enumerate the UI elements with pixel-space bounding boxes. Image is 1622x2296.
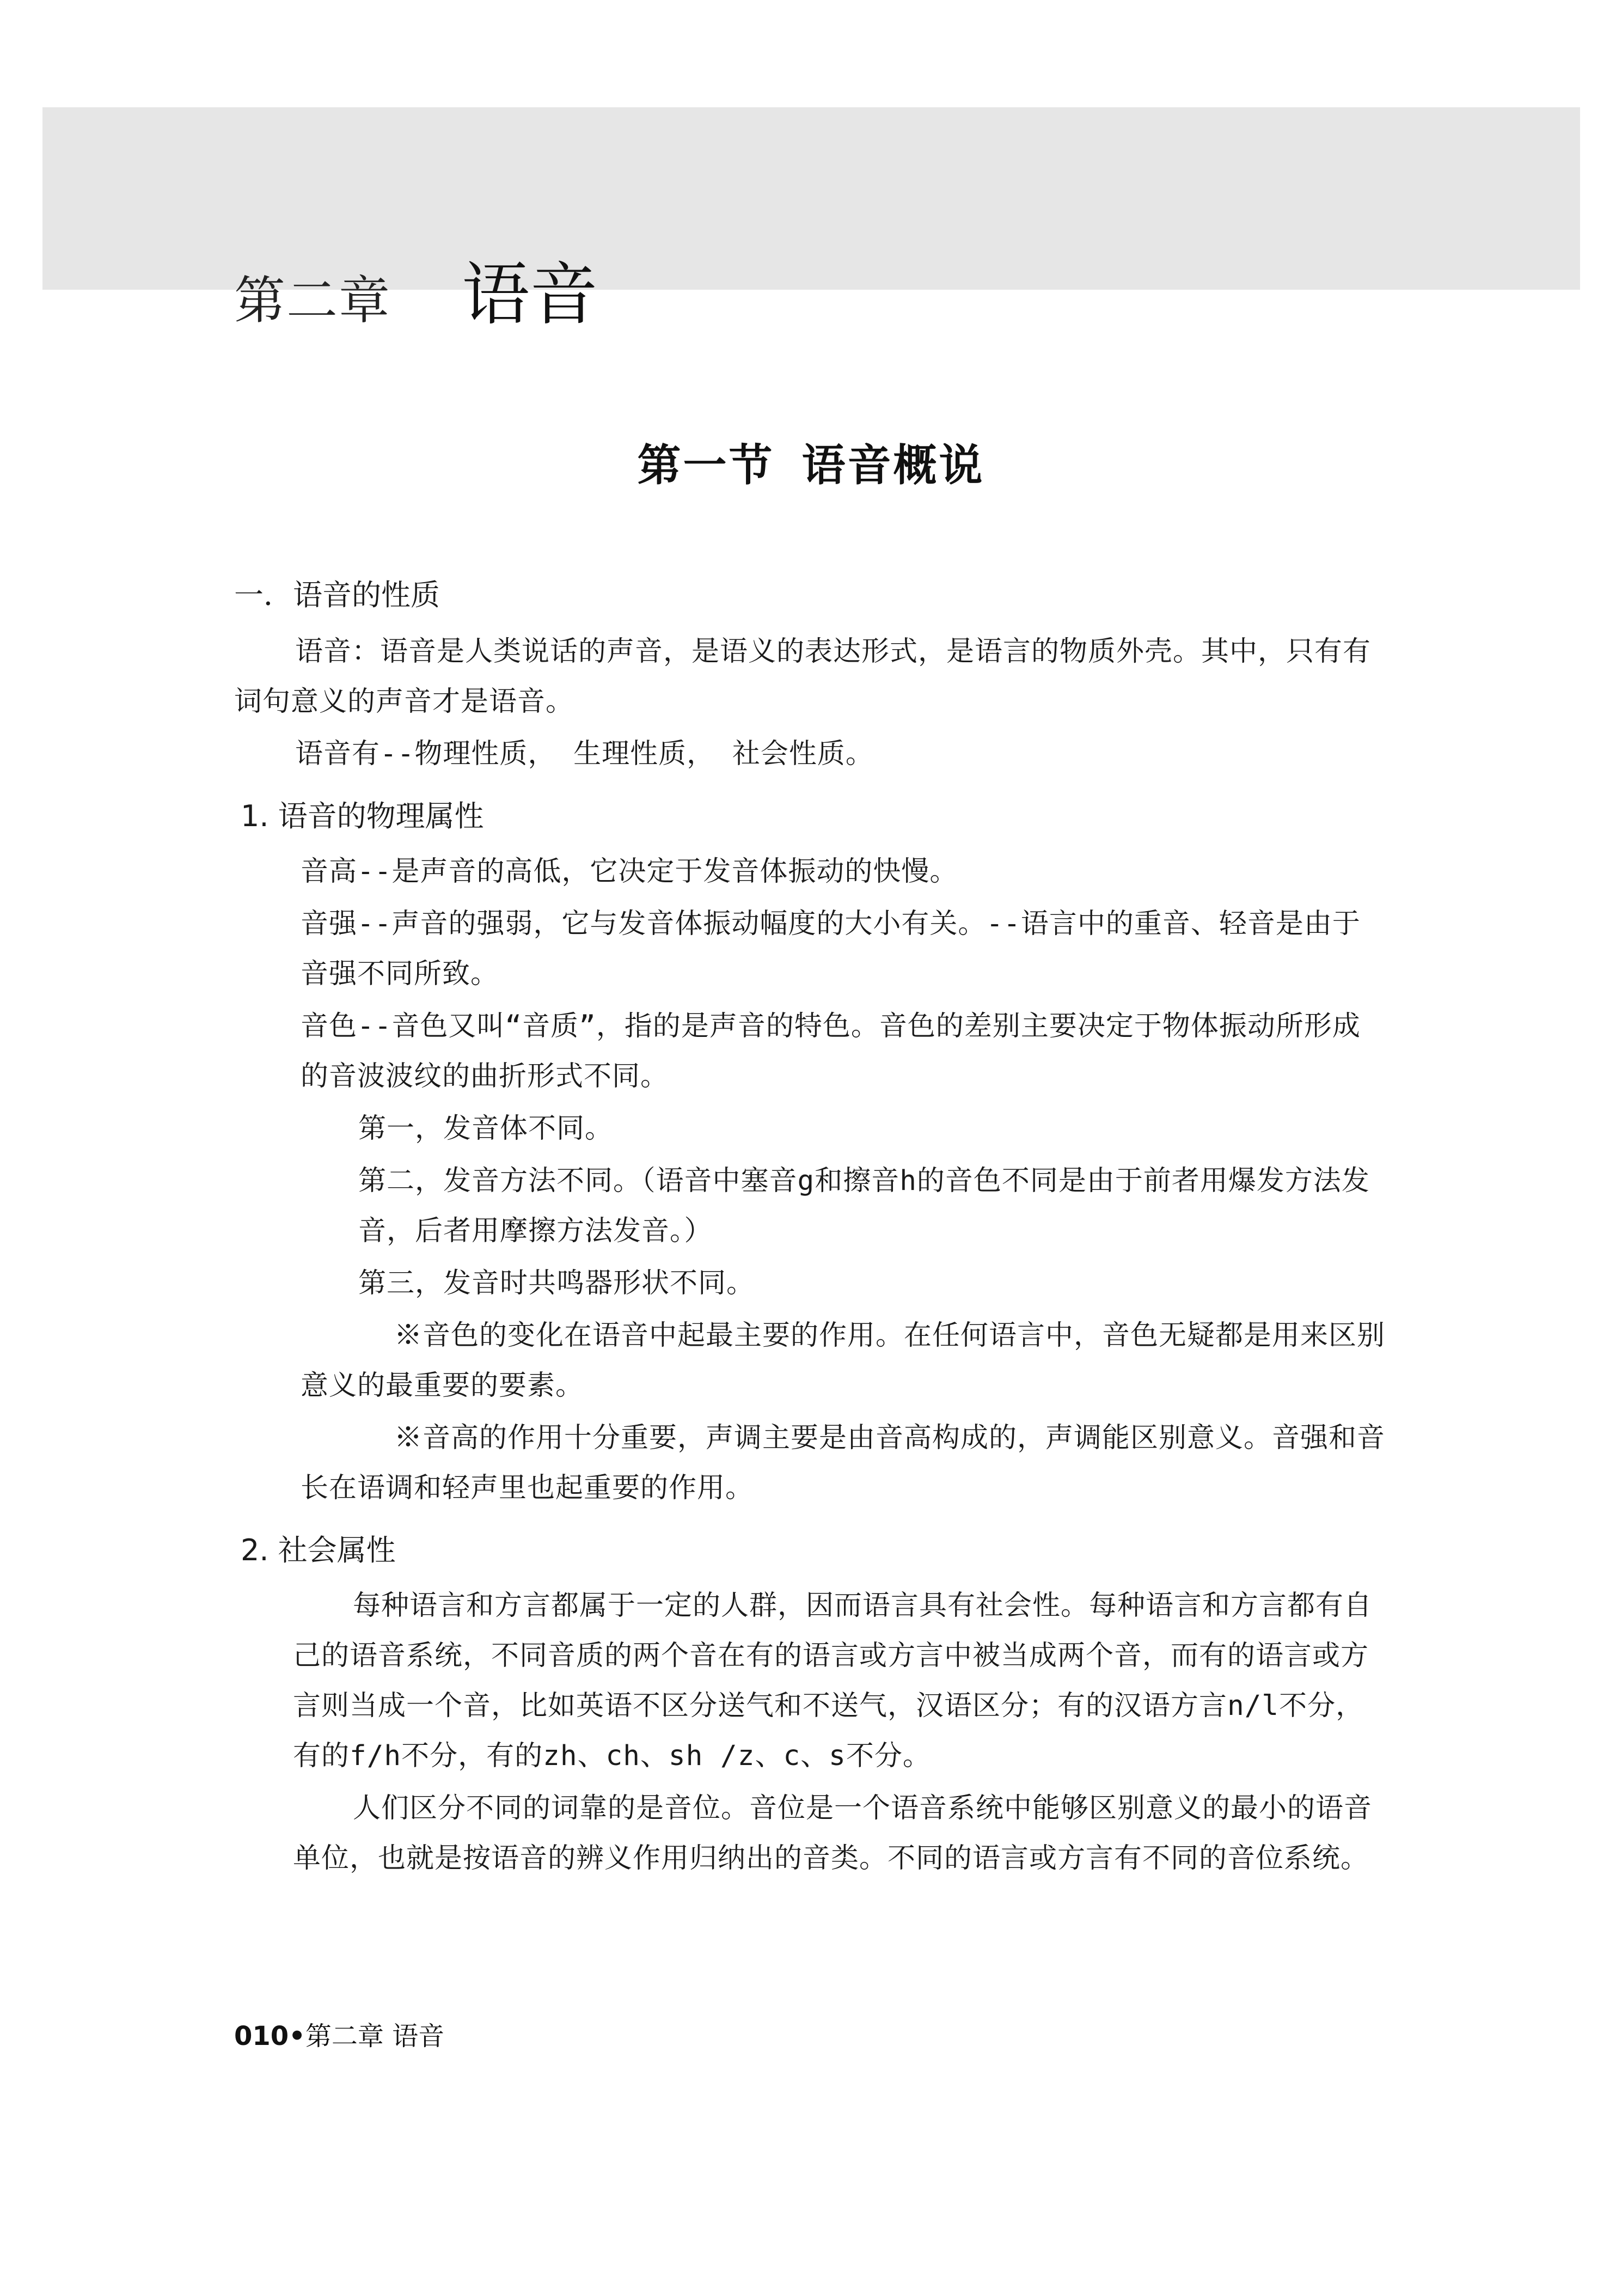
timbre-point-second: 第二，发音方法不同。（语音中塞音g和擦音h的音色不同是由于前者用爆发方法发音，后者用摩擦方法发音。） bbox=[358, 1165, 1370, 1247]
intro-paragraph: 语音：语音是人类说话的声音，是语义的表达形式，是语言的物质外壳。其中，只有有词句意义的声音才是语音。 bbox=[234, 636, 1372, 718]
chapter-title bbox=[234, 240, 598, 338]
timbre-point-first: 第一，发音体不同。 bbox=[358, 1113, 614, 1145]
main-content bbox=[234, 575, 1388, 1886]
heading-physical-properties: 1. 语音的物理属性 bbox=[241, 799, 484, 833]
note-pitch: ※音高的作用十分重要，声调主要是由音高构成的，声调能区别意义。音强和音长在语调和轻声里也起重要的作用。 bbox=[301, 1422, 1386, 1504]
timbre-paragraph: 音色--音色又叫“音质”，指的是声音的特色。音色的差别主要决定于物体振动所形成的音波波纹的曲折形式不同。 bbox=[301, 1010, 1361, 1092]
footer-bullet: • bbox=[289, 2021, 305, 2051]
note-timbre: ※音色的变化在语音中起最主要的作用。在任何语言中，音色无疑都是用来区别意义的最重要的要素。 bbox=[301, 1320, 1386, 1402]
intro-properties: 语音有--物理性质， 生理性质， 社会性质。 bbox=[295, 738, 874, 770]
intensity-paragraph: 音强--声音的强弱，它与发音体振动幅度的大小有关。--语言中的重音、轻音是由于音强不同所致。 bbox=[301, 908, 1361, 990]
footer-chapter-label: 第二章 语音 bbox=[305, 2021, 445, 2051]
heading-nature-of-speech: 一．语音的性质 bbox=[234, 578, 440, 612]
pitch-paragraph: 音高--是声音的高低，它决定于发音体振动的快慢。 bbox=[301, 856, 958, 888]
social-paragraph-1: 每种语言和方言都属于一定的人群，因而语言具有社会性。每种语言和方言都有自己的语音系统，不同音质的两个音在有的语言或方言中被当成两个音，而有的语言或方言则当成一个音，比如英语不区分送气和不送气，汉语区分；有的汉语方言n/l不分，有的f/h不分，有的zh、ch、sh /z、c、s不分。 bbox=[293, 1590, 1373, 1772]
section-name: 语音概说 bbox=[801, 440, 985, 491]
social-paragraph-2: 人们区分不同的词靠的是音位。音位是一个语音系统中能够区别意义的最小的语音单位，也就是按语音的辨义作用归纳出的音类。不同的语言或方言有不同的音位系统。 bbox=[293, 1792, 1373, 1874]
timbre-point-third: 第三，发音时共鸣器形状不同。 bbox=[358, 1267, 755, 1299]
section-number: 第一节 bbox=[637, 440, 775, 491]
page-number: 010 bbox=[234, 2021, 289, 2051]
page-footer bbox=[234, 2015, 444, 2053]
section-title bbox=[0, 430, 1622, 493]
chapter-number: 第二章 bbox=[234, 271, 391, 331]
heading-social-properties: 2. 社会属性 bbox=[241, 1533, 396, 1567]
chapter-name: 语音 bbox=[462, 255, 598, 334]
